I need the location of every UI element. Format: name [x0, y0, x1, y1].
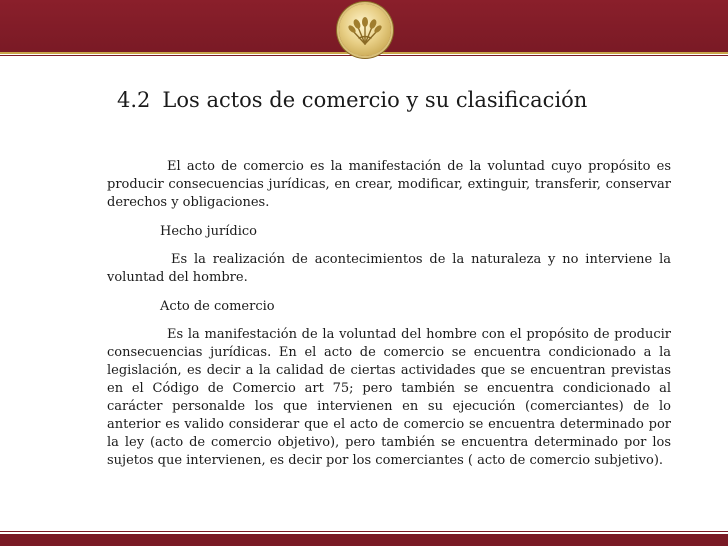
document-body [107, 158, 671, 470]
page-title [117, 88, 587, 112]
sheaf-emblem-icon [339, 4, 391, 56]
paragraph-hecho-juridico: Es la realización de acontecimientos de la naturaleza y no interviene la voluntad del hombre. [107, 252, 671, 285]
section-number: 4.2 [117, 88, 151, 112]
paragraph-acto-de-comercio: Es la manifestación de la voluntad del hombre con el propósito de producir consecuencias jurídicas. En el acto de comercio se encuentra condicionado a la legislación, es decir a la calidad de ciertas actividades que se encuentran previstas en el Código de Comercio art 75; pero también se encuentra condicionado al carácter personalde los que intervienen en su ejecución (comerciantes) de lo anterior es valido considerar que el acto de comercio se encuentra determinado por la ley (acto de comercio objetivo), pero también se encuentra determinado por los sujetos que intervienen, es decir por los comerciantes ( acto de comercio subjetivo). [107, 327, 671, 468]
subheading-acto-de-comercio: Acto de comercio [160, 299, 275, 314]
paragraph-definition: El acto de comercio es la manifestación de la voluntad cuyo propósito es producir consecuencias jurídicas, en crear, modificar, extinguir, transferir, conservar derechos y obligaciones. [107, 159, 671, 210]
footer-divider [0, 531, 728, 532]
section-title: Los actos de comercio y su clasificación [162, 88, 588, 112]
footer-band [0, 534, 728, 546]
subheading-hecho-juridico: Hecho jurídico [160, 224, 258, 239]
